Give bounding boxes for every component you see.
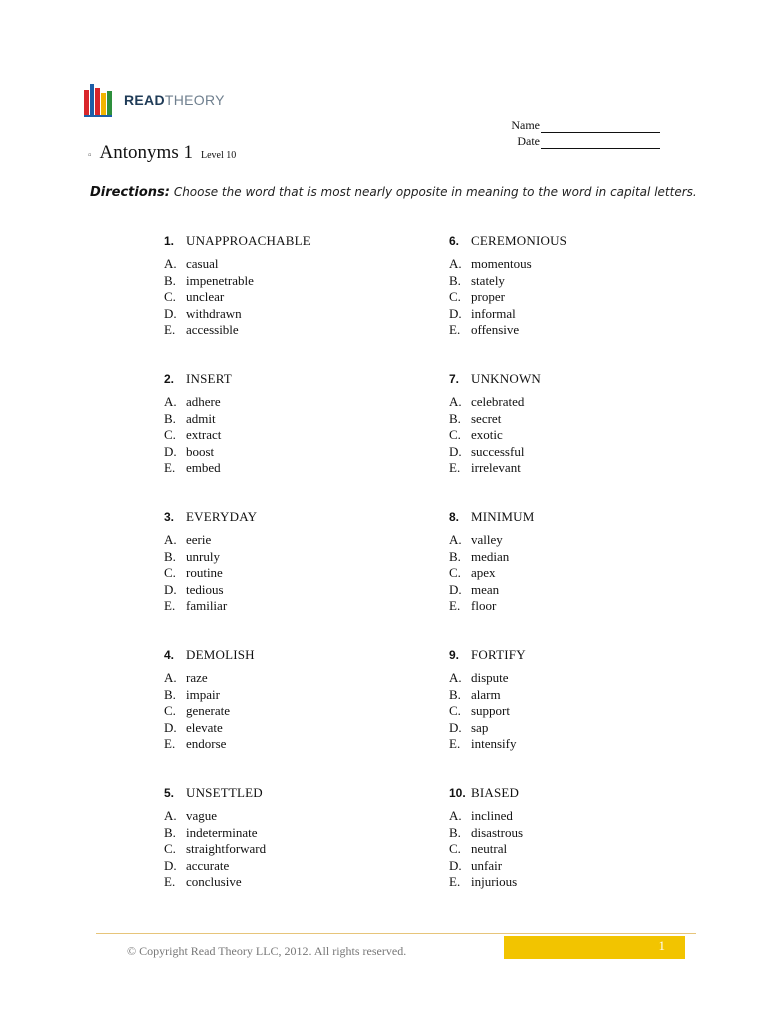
answer-option (164, 532, 394, 549)
option-text: disastrous (471, 824, 523, 840)
option-text: unruly (186, 548, 220, 564)
directions (90, 185, 730, 200)
question-header (449, 785, 679, 805)
page-number: 1 (658, 938, 665, 953)
question-header (449, 647, 679, 667)
answer-option (449, 598, 679, 615)
answer-option (164, 825, 394, 842)
option-text: accessible (186, 322, 239, 338)
option-letter: B. (164, 824, 176, 840)
answer-option (164, 411, 394, 428)
answer-option (449, 256, 679, 273)
option-text: conclusive (186, 874, 242, 890)
answer-option (449, 841, 679, 858)
answer-option (449, 720, 679, 737)
answer-option (449, 825, 679, 842)
option-letter: B. (449, 686, 461, 702)
question-number: 6. (449, 234, 460, 248)
option-text: successful (471, 443, 525, 459)
question-word: CEREMONIOUS (471, 233, 568, 248)
bullet-icon: ▫ (88, 150, 92, 161)
question-header (164, 785, 394, 805)
option-letter: A. (164, 256, 177, 271)
logo-read-text: READ (124, 92, 165, 108)
answer-option (164, 703, 394, 720)
books-logo-icon (84, 84, 118, 118)
answer-option (164, 273, 394, 290)
answer-option (164, 460, 394, 477)
option-letter: E. (449, 598, 461, 614)
answer-option (449, 322, 679, 339)
option-letter: A. (449, 394, 462, 409)
option-text: impair (186, 686, 220, 702)
answer-option (449, 394, 679, 411)
question-header (164, 509, 394, 529)
question-number: 8. (449, 510, 460, 524)
option-text: stately (471, 272, 505, 288)
answer-option (164, 598, 394, 615)
answer-option (449, 444, 679, 461)
option-letter: E. (449, 874, 461, 890)
option-text: withdrawn (186, 305, 242, 321)
option-letter: A. (164, 808, 177, 823)
question-item (449, 233, 679, 339)
answer-option (449, 858, 679, 875)
option-text: apex (471, 565, 496, 581)
option-text: vague (186, 808, 218, 823)
option-text: familiar (186, 598, 228, 614)
question-item (164, 233, 394, 339)
question-header (164, 647, 394, 667)
answer-option (164, 808, 394, 825)
option-letter: B. (164, 410, 176, 426)
option-text: offensive (471, 322, 520, 338)
question-item (449, 785, 679, 891)
option-letter: B. (164, 272, 176, 288)
option-letter: B. (449, 824, 461, 840)
option-letter: C. (164, 703, 176, 719)
question-word: UNSETTLED (186, 785, 263, 800)
option-letter: C. (449, 289, 461, 305)
answer-option (449, 565, 679, 582)
answer-option (164, 736, 394, 753)
answer-option (164, 256, 394, 273)
answer-option (449, 427, 679, 444)
option-letter: D. (449, 305, 462, 321)
question-word: INSERT (186, 371, 232, 386)
option-text: impenetrable (186, 272, 254, 288)
question-number: 2. (164, 372, 175, 386)
question-header (449, 509, 679, 529)
option-letter: C. (449, 703, 461, 719)
answer-option (164, 289, 394, 306)
option-letter: C. (164, 289, 176, 305)
question-header (164, 233, 394, 253)
option-text: casual (186, 256, 219, 271)
question-item (449, 647, 679, 753)
option-text: unclear (186, 289, 225, 305)
answer-option (164, 322, 394, 339)
option-letter: D. (164, 305, 177, 321)
worksheet-title: Antonyms 1 (99, 142, 193, 163)
footer-divider (96, 933, 696, 934)
option-letter: B. (449, 272, 461, 288)
option-text: inclined (471, 808, 513, 823)
name-row (490, 117, 660, 133)
option-letter: A. (449, 256, 462, 271)
question-number: 3. (164, 510, 175, 524)
option-text: boost (186, 443, 215, 459)
option-text: unfair (471, 857, 503, 873)
question-item (449, 509, 679, 615)
option-text: floor (471, 598, 497, 614)
option-letter: E. (164, 736, 176, 752)
option-letter: E. (164, 598, 176, 614)
answer-option (449, 411, 679, 428)
option-text: tedious (186, 581, 224, 597)
option-text: indeterminate (186, 824, 258, 840)
option-text: valley (471, 532, 503, 547)
answer-option (164, 565, 394, 582)
answer-option (449, 736, 679, 753)
option-letter: B. (164, 686, 176, 702)
option-text: extract (186, 427, 222, 443)
question-header (164, 371, 394, 391)
date-line (541, 137, 660, 149)
question-number: 7. (449, 372, 460, 386)
question-header (449, 371, 679, 391)
question-number: 10. (449, 786, 466, 800)
option-letter: D. (164, 719, 177, 735)
option-text: eerie (186, 532, 212, 547)
answer-option (164, 874, 394, 891)
answer-option (449, 549, 679, 566)
answer-option (449, 670, 679, 687)
question-word: UNKNOWN (471, 371, 541, 386)
option-letter: E. (164, 874, 176, 890)
option-letter: C. (164, 427, 176, 443)
option-text: endorse (186, 736, 227, 752)
question-number: 9. (449, 648, 460, 662)
option-text: intensify (471, 736, 517, 752)
option-letter: D. (164, 857, 177, 873)
answer-option (449, 703, 679, 720)
option-text: neutral (471, 841, 508, 857)
option-text: secret (471, 410, 502, 426)
answer-option (449, 460, 679, 477)
logo-wordmark (124, 92, 225, 108)
option-letter: A. (449, 670, 462, 685)
option-text: proper (471, 289, 505, 305)
name-line (541, 121, 660, 133)
readtheory-logo (84, 84, 224, 120)
answer-option (449, 874, 679, 891)
question-item (164, 509, 394, 615)
option-text: admit (186, 410, 216, 426)
option-letter: A. (449, 532, 462, 547)
question-word: FORTIFY (471, 647, 526, 662)
option-text: median (471, 548, 510, 564)
option-letter: E. (449, 460, 461, 476)
answer-option (164, 394, 394, 411)
option-letter: E. (164, 460, 176, 476)
answer-option (164, 858, 394, 875)
footer-page-bar (504, 936, 685, 959)
question-word: BIASED (471, 785, 520, 800)
question-word: MINIMUM (471, 509, 535, 524)
option-text: injurious (471, 874, 518, 890)
option-text: alarm (471, 686, 501, 702)
option-letter: C. (164, 565, 176, 581)
directions-text: Choose the word that is most nearly opposite in meaning to the word in capital letters. (173, 185, 697, 199)
question-word: UNAPPROACHABLE (186, 233, 311, 248)
option-letter: B. (164, 548, 176, 564)
date-row (490, 133, 660, 149)
option-text: exotic (471, 427, 503, 443)
question-item (449, 371, 679, 477)
option-text: adhere (186, 394, 221, 409)
option-text: embed (186, 460, 221, 476)
option-text: support (471, 703, 510, 719)
option-letter: D. (449, 443, 462, 459)
answer-option (164, 670, 394, 687)
question-item (164, 371, 394, 477)
option-letter: D. (164, 581, 177, 597)
question-number: 5. (164, 786, 175, 800)
option-text: informal (471, 305, 516, 321)
option-letter: D. (449, 719, 462, 735)
copyright-text: © Copyright Read Theory LLC, 2012. All rights reserved. (127, 944, 407, 958)
answer-option (449, 273, 679, 290)
option-letter: A. (164, 670, 177, 685)
answer-option (449, 289, 679, 306)
option-letter: E. (164, 322, 176, 338)
option-letter: D. (449, 581, 462, 597)
option-text: sap (471, 719, 489, 735)
option-letter: E. (449, 322, 461, 338)
answer-option (449, 687, 679, 704)
option-text: elevate (186, 719, 223, 735)
answer-option (164, 306, 394, 323)
question-header (449, 233, 679, 253)
option-letter: D. (449, 857, 462, 873)
option-letter: B. (449, 548, 461, 564)
date-label: Date (517, 134, 540, 148)
question-word: DEMOLISH (186, 647, 255, 662)
option-letter: C. (449, 427, 461, 443)
option-letter: E. (449, 736, 461, 752)
directions-label: Directions: (90, 185, 170, 200)
option-text: straightforward (186, 841, 267, 857)
option-text: raze (186, 670, 208, 685)
answer-option (449, 808, 679, 825)
option-text: celebrated (471, 394, 525, 409)
answer-option (164, 427, 394, 444)
question-number: 1. (164, 234, 175, 248)
question-item (164, 785, 394, 891)
answer-option (164, 687, 394, 704)
answer-option (164, 582, 394, 599)
worksheet-level: Level 10 (200, 150, 237, 161)
option-text: routine (186, 565, 223, 581)
answer-option (164, 841, 394, 858)
option-letter: A. (164, 532, 177, 547)
option-letter: C. (164, 841, 176, 857)
name-date-block (490, 117, 660, 149)
question-item (164, 647, 394, 753)
answer-option (449, 306, 679, 323)
answer-option (164, 720, 394, 737)
worksheet-title-row (88, 142, 236, 164)
option-letter: C. (449, 841, 461, 857)
option-letter: A. (164, 394, 177, 409)
answer-option (164, 444, 394, 461)
question-number: 4. (164, 648, 175, 662)
option-text: mean (471, 581, 500, 597)
question-word: EVERYDAY (186, 509, 258, 524)
answer-option (449, 532, 679, 549)
option-text: generate (186, 703, 231, 719)
option-text: momentous (471, 256, 532, 271)
option-letter: C. (449, 565, 461, 581)
option-letter: D. (164, 443, 177, 459)
name-label: Name (511, 118, 540, 132)
option-letter: A. (449, 808, 462, 823)
option-text: dispute (471, 670, 509, 685)
answer-option (164, 549, 394, 566)
answer-option (449, 582, 679, 599)
option-text: irrelevant (471, 460, 521, 476)
logo-theory-text: THEORY (164, 92, 225, 108)
option-text: accurate (186, 857, 230, 873)
option-letter: B. (449, 410, 461, 426)
